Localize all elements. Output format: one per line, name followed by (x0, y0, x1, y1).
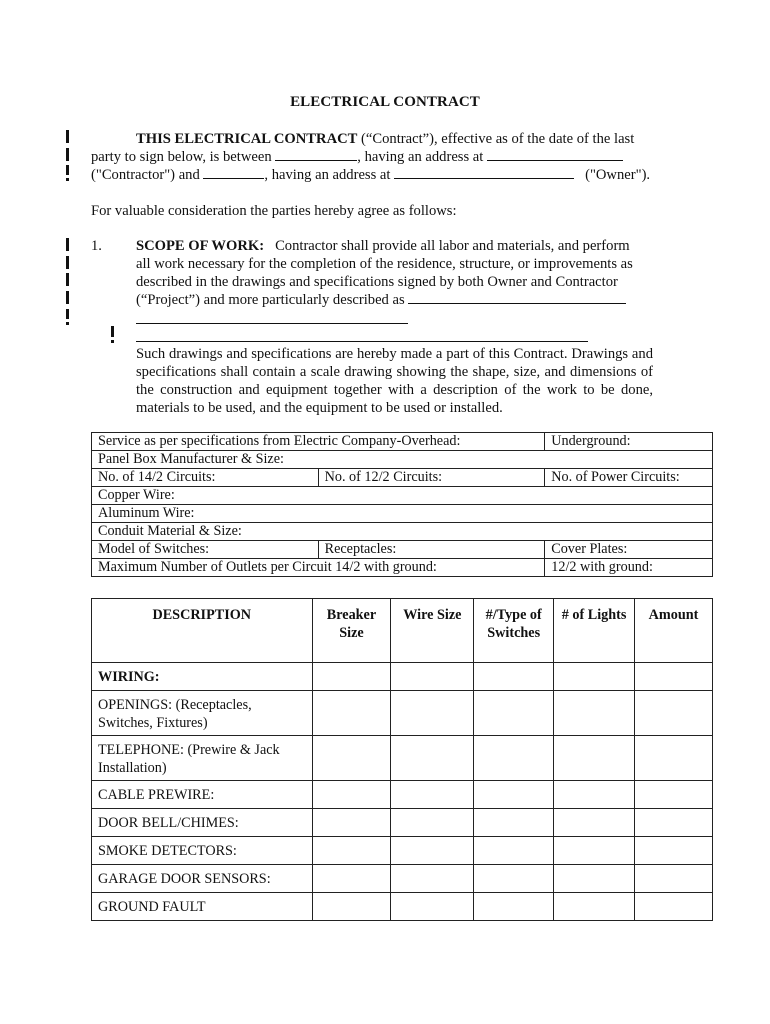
table-cell[interactable] (554, 893, 635, 921)
table-cell[interactable] (391, 663, 474, 691)
receptacles-cell[interactable]: Receptacles: (318, 541, 545, 559)
table-cell[interactable] (474, 893, 554, 921)
intro-owner-address-text: , having an address at (264, 167, 391, 183)
table-cell[interactable] (635, 893, 713, 921)
table-cell[interactable] (474, 809, 554, 837)
aluminum-wire-cell[interactable]: Aluminum Wire: (92, 505, 713, 523)
ground-12-2-cell[interactable]: 12/2 with ground: (545, 559, 713, 577)
row-label-telephone: TELEPHONE: (Prewire & Jack Installation) (92, 736, 313, 781)
revision-marker (66, 165, 69, 175)
row-label-door-bell: DOOR BELL/CHIMES: (92, 809, 313, 837)
scope-heading: SCOPE OF WORK: (136, 238, 265, 254)
table-row (92, 663, 713, 691)
revision-marker (66, 130, 69, 143)
table-cell[interactable] (474, 781, 554, 809)
table-cell[interactable] (312, 736, 391, 781)
intro-line-1-text: (“Contract”), effective as of the date of the last (357, 131, 635, 147)
table-row (92, 487, 713, 505)
column-header-description: DESCRIPTION (92, 599, 313, 663)
scope-number: 1. (91, 238, 102, 254)
table-cell[interactable] (391, 893, 474, 921)
table-cell[interactable] (635, 809, 713, 837)
document-title: ELECTRICAL CONTRACT (290, 94, 480, 110)
underground-cell[interactable]: Underground: (545, 433, 713, 451)
table-cell[interactable] (474, 663, 554, 691)
table-cell[interactable] (635, 663, 713, 691)
intro-between-text: party to sign below, is between (91, 149, 272, 165)
table-cell[interactable] (312, 691, 391, 736)
intro-line-2 (91, 148, 623, 166)
scope-line-1 (136, 237, 630, 255)
table-cell[interactable] (554, 865, 635, 893)
table-cell[interactable] (391, 691, 474, 736)
table-cell[interactable] (635, 736, 713, 781)
consideration-text: For valuable consideration the parties hereby agree as follows: (91, 203, 457, 219)
max-outlets-cell[interactable]: Maximum Number of Outlets per Circuit 14/2 with ground: (92, 559, 545, 577)
column-header-wire-size: Wire Size (391, 599, 474, 663)
project-description-blank-2[interactable] (136, 323, 408, 324)
row-label-garage-door-sensors: GARAGE DOOR SENSORS: (92, 865, 313, 893)
intro-line-3 (91, 166, 650, 184)
intro-line-1 (136, 130, 634, 148)
intro-address-text: , having an address at (357, 149, 484, 165)
column-header-amount: Amount (635, 599, 713, 663)
table-row (92, 691, 713, 736)
table-row (92, 523, 713, 541)
table-cell[interactable] (554, 736, 635, 781)
table-row (92, 893, 713, 921)
owner-address-blank[interactable] (394, 166, 574, 179)
table-cell[interactable] (635, 865, 713, 893)
circuits-12-2-cell[interactable]: No. of 12/2 Circuits: (318, 469, 545, 487)
table-cell[interactable] (391, 736, 474, 781)
copper-wire-cell[interactable]: Copper Wire: (92, 487, 713, 505)
table-cell[interactable] (554, 837, 635, 865)
scope-line-3: described in the drawings and specifications signed by both Owner and Contractor (136, 274, 618, 290)
project-description-blank[interactable] (408, 291, 626, 304)
table-row (92, 469, 713, 487)
table-header-row (92, 599, 713, 663)
revision-marker (66, 291, 69, 304)
table-cell[interactable] (391, 781, 474, 809)
service-cell[interactable]: Service as per specifications from Electric Company-Overhead: (92, 433, 545, 451)
power-circuits-cell[interactable]: No. of Power Circuits: (545, 469, 713, 487)
scope-line-2: all work necessary for the completion of the residence, structure, or improvements as (136, 256, 633, 272)
switches-model-cell[interactable]: Model of Switches: (92, 541, 319, 559)
revision-marker (111, 326, 114, 337)
table-cell[interactable] (635, 781, 713, 809)
table-cell[interactable] (312, 663, 391, 691)
owner-name-blank[interactable] (203, 166, 264, 179)
table-cell[interactable] (554, 781, 635, 809)
table-cell[interactable] (312, 809, 391, 837)
table-cell[interactable] (474, 736, 554, 781)
circuits-14-2-cell[interactable]: No. of 14/2 Circuits: (92, 469, 319, 487)
table-cell[interactable] (391, 865, 474, 893)
revision-marker (66, 238, 69, 251)
column-header-breaker-size: Breaker Size (312, 599, 391, 663)
cover-plates-cell[interactable]: Cover Plates: (545, 541, 713, 559)
contractor-name-blank[interactable] (275, 148, 357, 161)
project-description-blank-3[interactable] (136, 341, 588, 342)
contractor-address-blank[interactable] (487, 148, 623, 161)
intro-bold-lead: THIS ELECTRICAL CONTRACT (136, 131, 358, 147)
row-label-smoke-detectors: SMOKE DETECTORS: (92, 837, 313, 865)
row-label-cable-prewire: CABLE PREWIRE: (92, 781, 313, 809)
table-cell[interactable] (635, 691, 713, 736)
table-cell[interactable] (474, 837, 554, 865)
table-row (92, 736, 713, 781)
table-cell[interactable] (312, 781, 391, 809)
table-row (92, 837, 713, 865)
specification-table (91, 432, 713, 577)
table-row (92, 865, 713, 893)
table-cell[interactable] (312, 893, 391, 921)
table-row (92, 505, 713, 523)
scope-line-4-text: (“Project”) and more particularly described as (136, 292, 405, 308)
table-cell[interactable] (554, 691, 635, 736)
revision-marker (66, 273, 69, 286)
revision-marker (66, 256, 69, 269)
revision-marker (66, 309, 69, 319)
intro-contractor-text: ("Contractor") and (91, 167, 200, 183)
row-label-wiring: WIRING: (92, 663, 313, 691)
drawings-paragraph: Such drawings and specifications are hereby made a part of this Contract. Drawings and specifications shall contain a scale drawing showing the shape, size, and dimensions of the construction and equipment together with a description of the work to be done, materials to be used, and the equipment to be used or installed. (136, 346, 653, 416)
scope-line-4 (136, 291, 626, 309)
column-header-lights: # of Lights (554, 599, 635, 663)
revision-marker (66, 148, 69, 161)
table-cell[interactable] (391, 809, 474, 837)
intro-owner-label: ("Owner"). (585, 167, 651, 183)
table-row (92, 781, 713, 809)
table-cell[interactable] (312, 837, 391, 865)
table-row (92, 451, 713, 469)
panel-box-cell[interactable]: Panel Box Manufacturer & Size: (92, 451, 713, 469)
revision-marker (66, 178, 69, 181)
table-row (92, 559, 713, 577)
revision-marker (66, 322, 69, 325)
column-header-switches: #/Type of Switches (474, 599, 554, 663)
table-row (92, 433, 713, 451)
table-cell[interactable] (312, 865, 391, 893)
table-cell[interactable] (635, 837, 713, 865)
revision-marker (111, 340, 114, 343)
table-row (92, 541, 713, 559)
table-cell[interactable] (474, 691, 554, 736)
scope-line-1-text: Contractor shall provide all labor and materials, and perform (275, 238, 630, 254)
table-cell[interactable] (554, 809, 635, 837)
table-row (92, 809, 713, 837)
table-cell[interactable] (554, 663, 635, 691)
table-cell[interactable] (391, 837, 474, 865)
conduit-cell[interactable]: Conduit Material & Size: (92, 523, 713, 541)
row-label-ground-fault: GROUND FAULT (92, 893, 313, 921)
table-cell[interactable] (474, 865, 554, 893)
row-label-openings: OPENINGS: (Receptacles, Switches, Fixtures) (92, 691, 313, 736)
description-table (91, 598, 713, 921)
